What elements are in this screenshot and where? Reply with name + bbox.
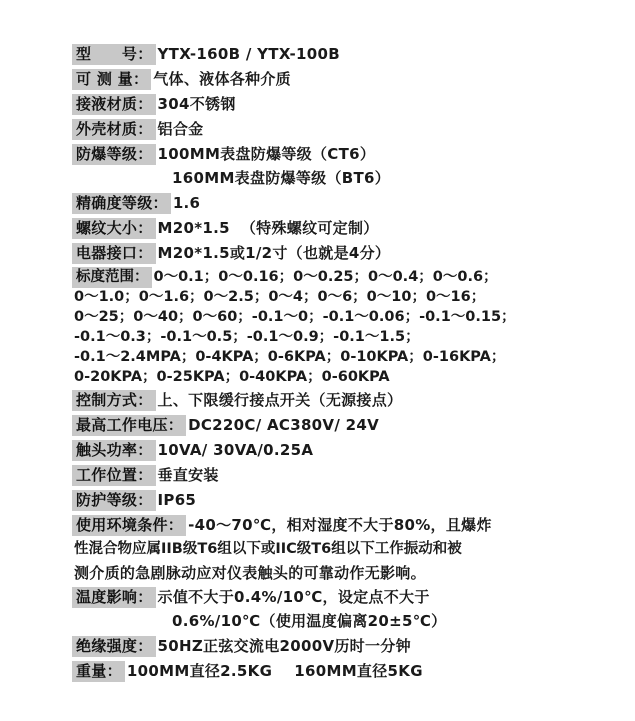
spec-value: 10VA/ 30VA/0.25A [157, 441, 314, 459]
spec-label: 控制方式： [72, 390, 156, 411]
spec-row-environment [72, 515, 492, 536]
spec-row-temp-effect [72, 587, 430, 608]
spec-label: 外壳材质： [72, 119, 156, 140]
spec-label: 最高工作电压： [72, 415, 186, 436]
spec-row-medium [72, 69, 291, 90]
spec-value: YTX-160B / YTX-100B [157, 45, 340, 63]
spec-row-protection [72, 490, 196, 511]
spec-label: 型 号： [72, 44, 156, 65]
spec-value: M20*1.5或1/2寸（也就是4分） [157, 244, 391, 262]
spec-label: 标度范围： [72, 267, 152, 288]
spec-row-thread [72, 218, 379, 239]
spec-continuation: 160MM表盘防爆等级（BT6） [172, 169, 391, 187]
spec-value: M20*1.5 （特殊螺纹可定制） [157, 219, 379, 237]
spec-continuation: -0.1～2.4MPA；0-4KPA；0-6KPA；0-10KPA；0-16KPA； [74, 349, 506, 365]
spec-row-position [72, 465, 219, 486]
spec-label: 触头功率： [72, 440, 156, 461]
spec-label: 工作位置： [72, 465, 156, 486]
spec-row-electric [72, 243, 390, 264]
spec-continuation: -0.1～0.3；-0.1～0.5；-0.1～0.9；-0.1～1.5； [74, 329, 420, 345]
spec-value: DC220C/ AC380V/ 24V [188, 416, 380, 434]
spec-continuation: 0～25；0～40；0～60；-0.1～0；-0.1～0.06；-0.1～0.15； [74, 309, 516, 325]
spec-label: 温度影响： [72, 587, 156, 608]
spec-value: 上、下限缓行接点开关（无源接点） [157, 391, 403, 409]
spec-row-voltage [72, 415, 379, 436]
spec-value: 铝合金 [157, 120, 204, 138]
spec-label: 绝缘强度： [72, 636, 156, 657]
spec-value: 50HZ正弦交流电2000V历时一分钟 [157, 637, 411, 655]
spec-value: 1.6 [172, 194, 201, 212]
spec-label: 防爆等级： [72, 144, 156, 165]
spec-value: 垂直安装 [157, 466, 219, 484]
spec-row-contact-power [72, 440, 313, 461]
spec-label: 螺纹大小： [72, 218, 156, 239]
spec-label: 接液材质： [72, 94, 156, 115]
spec-label: 可 测 量： [72, 69, 151, 90]
spec-label: 防护等级： [72, 490, 156, 511]
spec-value: 304不锈钢 [157, 95, 236, 113]
spec-row-weight [72, 661, 423, 682]
spec-value: 气体、液体各种介质 [153, 70, 291, 88]
spec-continuation: 0-20KPA；0-25KPA；0-40KPA；0-60KPA [74, 369, 390, 385]
spec-value: IP65 [157, 491, 197, 509]
spec-value: 100MM表盘防爆等级（CT6） [157, 145, 376, 163]
spec-row-shell [72, 119, 203, 140]
spec-value: 示值不大于0.4%/10℃，设定点不大于 [157, 588, 430, 606]
spec-continuation: 性混合物应属IIB级T6组以下或IIC级T6组以下工作振动和被 [74, 541, 462, 557]
spec-continuation: 0～1.0；0～1.6；0～2.5；0～4；0～6；0～10；0～16； [74, 289, 486, 305]
spec-row-explosion [72, 144, 375, 165]
spec-value: -40～70℃，相对湿度不大于80%，且爆炸 [188, 516, 492, 534]
spec-value: 100MM直径2.5KG 160MM直径5KG [126, 662, 423, 680]
spec-continuation: 测介质的急剧脉动应对仪表触头的可靠动作无影响。 [74, 564, 426, 582]
spec-row-wetted [72, 94, 236, 115]
spec-continuation: 0.6%/10℃（使用温度偏离20±5℃） [172, 612, 447, 630]
spec-row-model [72, 44, 340, 65]
spec-label: 重量： [72, 661, 125, 682]
spec-row-control [72, 390, 402, 411]
spec-value: 0～0.1；0～0.16；0～0.25；0～0.4；0～0.6； [153, 269, 498, 285]
spec-label: 精确度等级： [72, 193, 171, 214]
spec-row-accuracy [72, 193, 200, 214]
spec-label: 电器接口： [72, 243, 156, 264]
spec-label: 使用环境条件： [72, 515, 186, 536]
spec-row-range [72, 267, 498, 288]
spec-row-insulation [72, 636, 411, 657]
